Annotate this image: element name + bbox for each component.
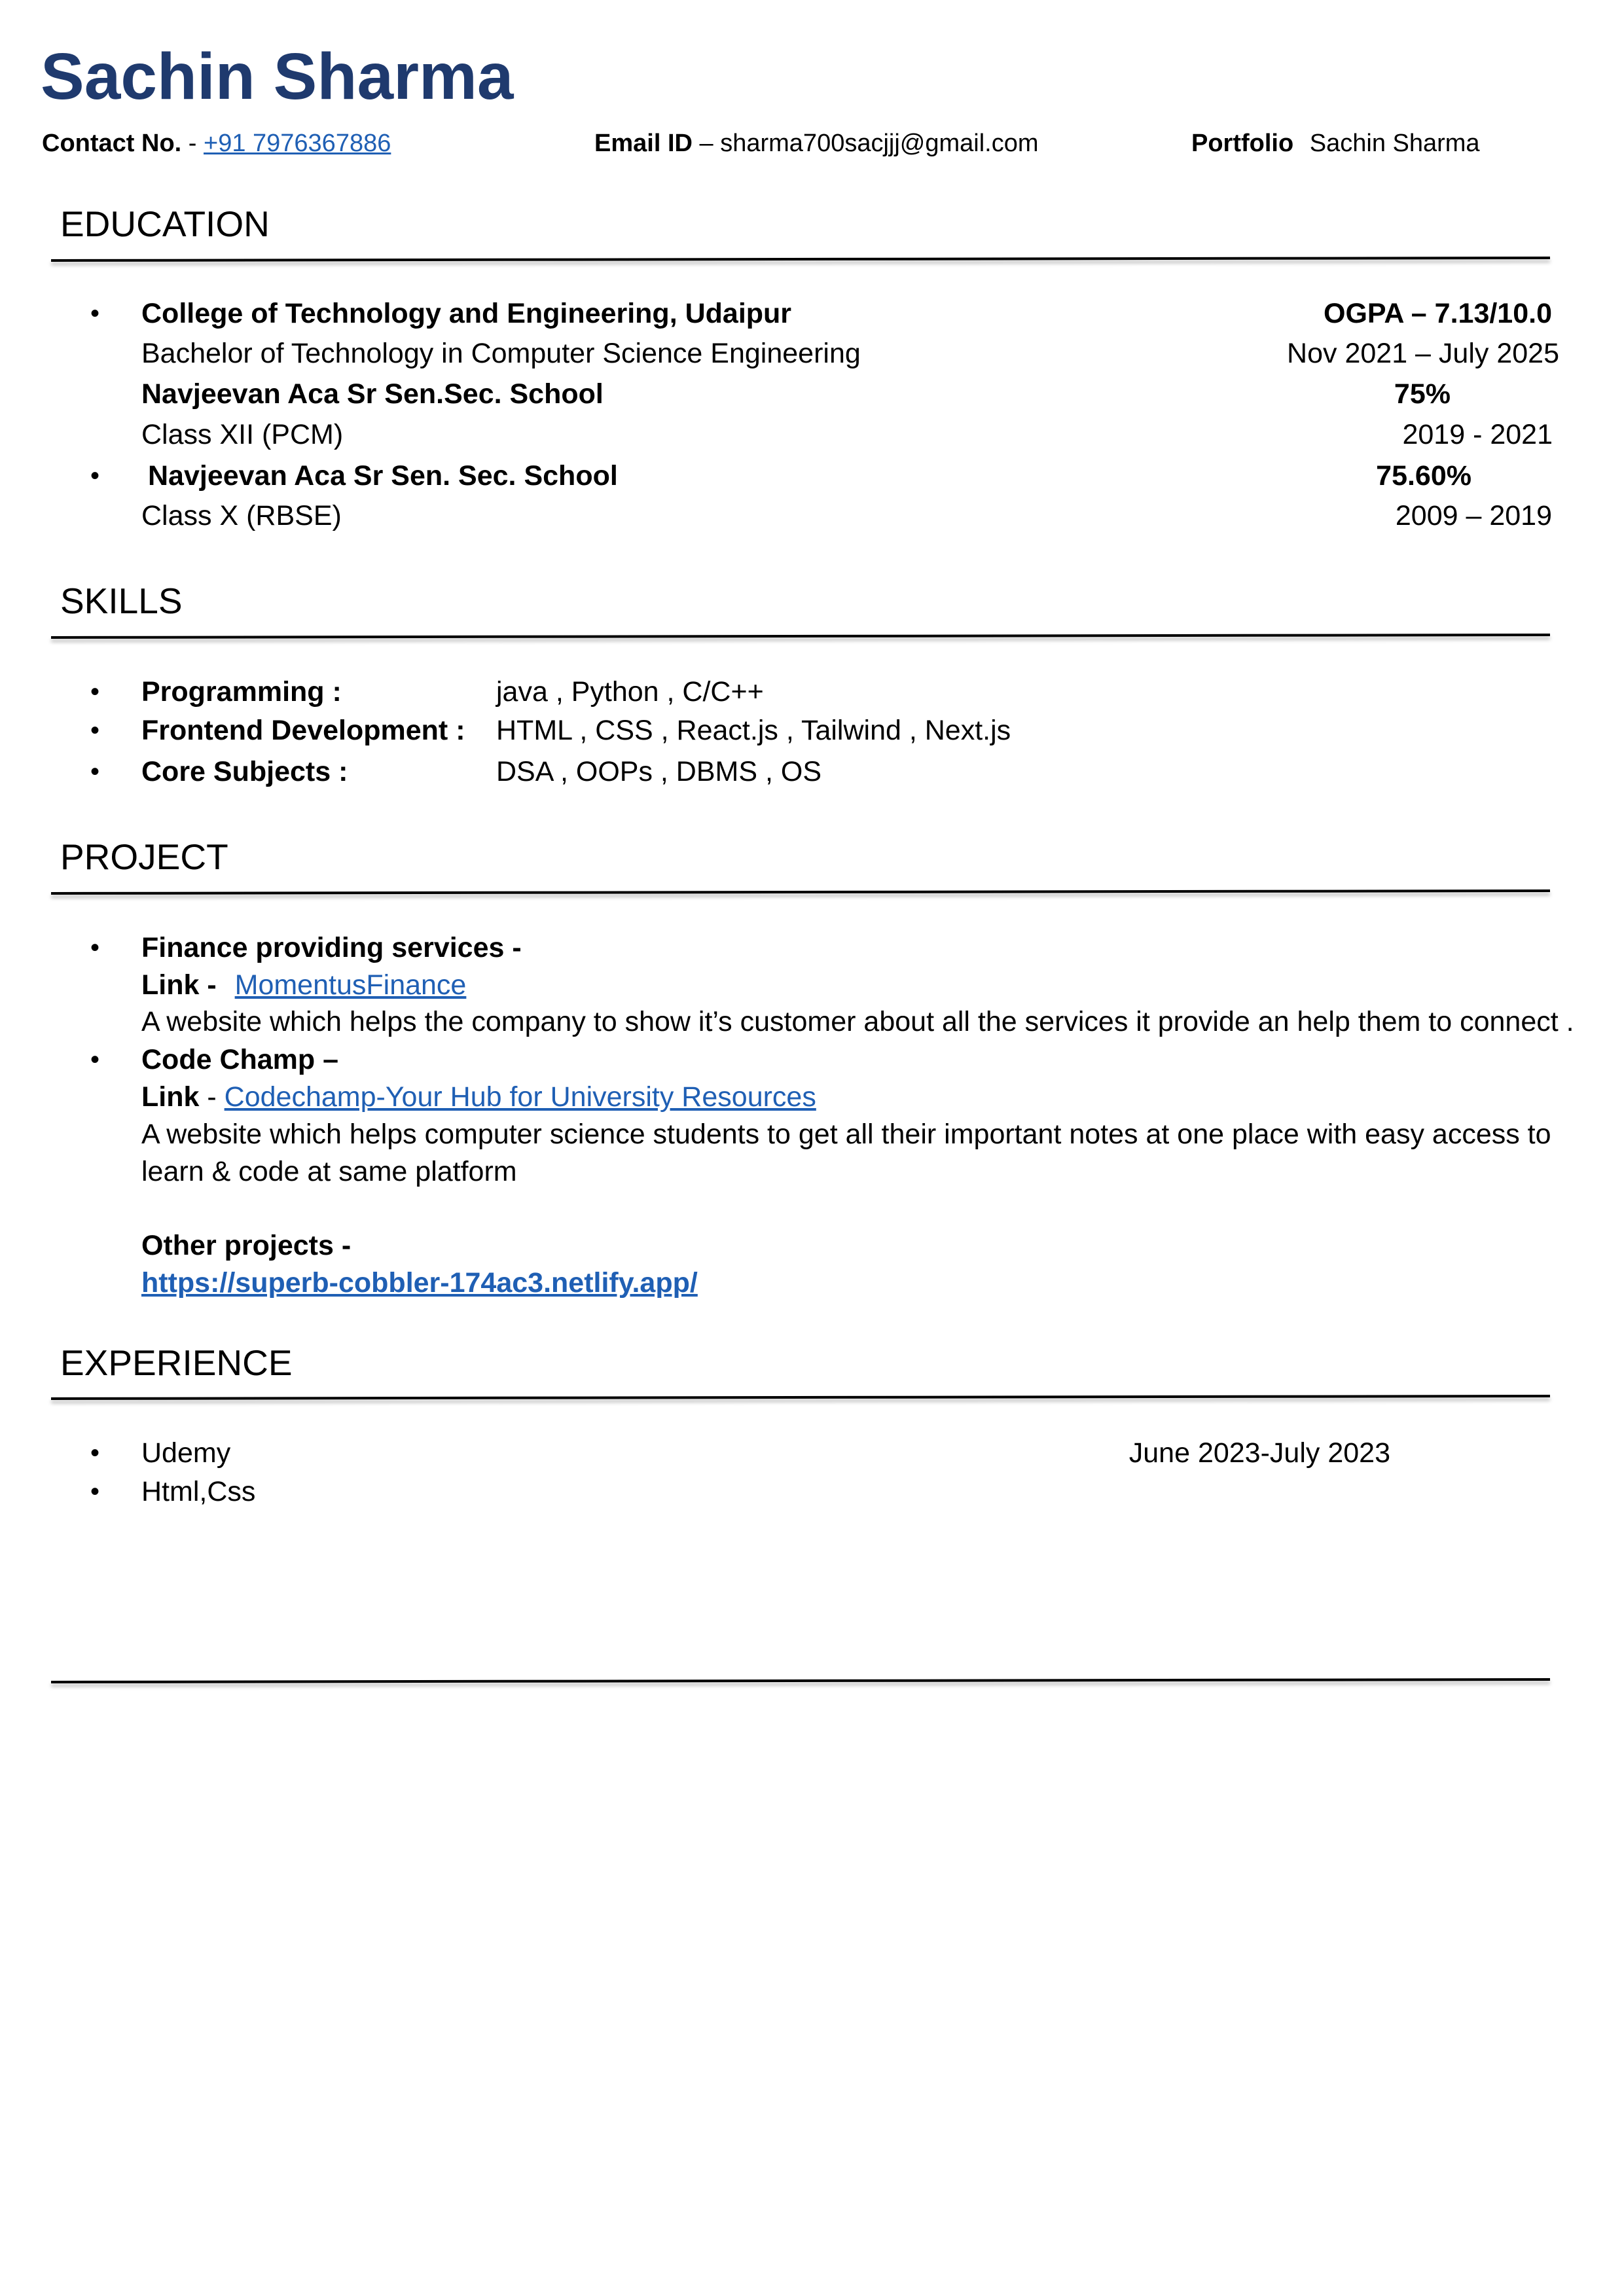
- project-description: A website which helps computer science students to get all their important notes at one place with easy access to: [141, 1119, 1551, 1150]
- portfolio-value[interactable]: Sachin Sharma: [1309, 130, 1480, 157]
- project-name: Finance providing services -: [141, 932, 522, 963]
- skills-title: SKILLS: [60, 581, 183, 621]
- bullet-icon: •: [90, 757, 100, 786]
- bullet-icon: •: [90, 716, 100, 745]
- project-link-line: [141, 968, 466, 1002]
- portfolio-label: Portfolio: [1191, 130, 1294, 157]
- skill-label: Frontend Development :: [141, 715, 465, 746]
- other-projects-link-wrap: [141, 1266, 698, 1300]
- education-divider: [51, 257, 1550, 262]
- education-institution: College of Technology and Engineering, Udaipur: [141, 298, 792, 329]
- other-projects-link[interactable]: https://superb-cobbler-174ac3.netlify.app/: [141, 1267, 698, 1299]
- education-dates: 2019 - 2021: [1402, 419, 1553, 450]
- education-dates: Nov 2021 – July 2025: [1287, 338, 1559, 369]
- education-dates: 2009 – 2019: [1395, 500, 1552, 531]
- project-name: Code Champ –: [141, 1044, 339, 1075]
- experience-title: EXPERIENCE: [60, 1342, 293, 1383]
- contact-number: [42, 128, 391, 158]
- education-degree: Class XII (PCM): [141, 419, 344, 450]
- education-institution: Navjeevan Aca Sr Sen. Sec. School: [148, 460, 618, 492]
- bullet-icon: •: [90, 299, 100, 328]
- skill-values: HTML , CSS , React.js , Tailwind , Next.js: [496, 715, 1011, 746]
- email-separator: –: [699, 130, 713, 157]
- bullet-icon: •: [90, 1045, 100, 1074]
- project-divider: [51, 889, 1550, 895]
- bullet-icon: •: [90, 461, 100, 490]
- education-degree: Bachelor of Technology in Computer Science Engineering: [141, 338, 861, 369]
- experience-divider: [51, 1395, 1550, 1400]
- phone-link[interactable]: +91 7976367886: [204, 130, 391, 157]
- education-score: 75%: [1394, 378, 1451, 410]
- bullet-icon: •: [90, 677, 100, 706]
- resume-name: Sachin Sharma: [41, 40, 514, 113]
- project-description-cont: learn & code at same platform: [141, 1156, 517, 1187]
- education-degree: Class X (RBSE): [141, 500, 342, 531]
- skill-values: DSA , OOPs , DBMS , OS: [496, 756, 821, 787]
- momentus-finance-link[interactable]: MomentusFinance: [234, 969, 467, 1001]
- email: [594, 128, 1039, 158]
- email-label: Email ID: [594, 130, 693, 157]
- experience-item: Html,Css: [141, 1476, 256, 1507]
- bullet-icon: •: [90, 1477, 100, 1506]
- project-description: A website which helps the company to show it’s customer about all the services it provide an help them to connect .: [141, 1006, 1574, 1037]
- email-value[interactable]: sharma700sacjjj@gmail.com: [720, 130, 1039, 157]
- education-institution: Navjeevan Aca Sr Sen.Sec. School: [141, 378, 604, 410]
- education-score: OGPA – 7.13/10.0: [1324, 298, 1552, 329]
- bullet-icon: •: [90, 1439, 100, 1467]
- skill-label: Core Subjects :: [141, 756, 348, 787]
- footer-divider: [51, 1678, 1550, 1683]
- project-link-label: Link -: [141, 969, 217, 1001]
- skill-values: java , Python , C/C++: [496, 676, 764, 708]
- project-link-label: Link: [141, 1081, 200, 1113]
- skill-label: Programming :: [141, 676, 342, 708]
- codechamp-link[interactable]: Codechamp-Your Hub for University Resources: [224, 1081, 816, 1113]
- skills-divider: [51, 634, 1550, 639]
- bullet-icon: •: [90, 933, 100, 962]
- education-score: 75.60%: [1376, 460, 1471, 492]
- other-projects-label: Other projects -: [141, 1230, 352, 1261]
- project-link-separator: -: [207, 1081, 217, 1113]
- education-title: EDUCATION: [60, 204, 270, 244]
- project-link-line: [141, 1080, 816, 1114]
- experience-item: Udemy: [141, 1437, 231, 1469]
- portfolio: [1191, 128, 1480, 158]
- contact-label: Contact No.: [42, 130, 182, 157]
- project-title: PROJECT: [60, 836, 228, 877]
- experience-dates: June 2023-July 2023: [1128, 1437, 1390, 1469]
- contact-separator: -: [188, 130, 197, 157]
